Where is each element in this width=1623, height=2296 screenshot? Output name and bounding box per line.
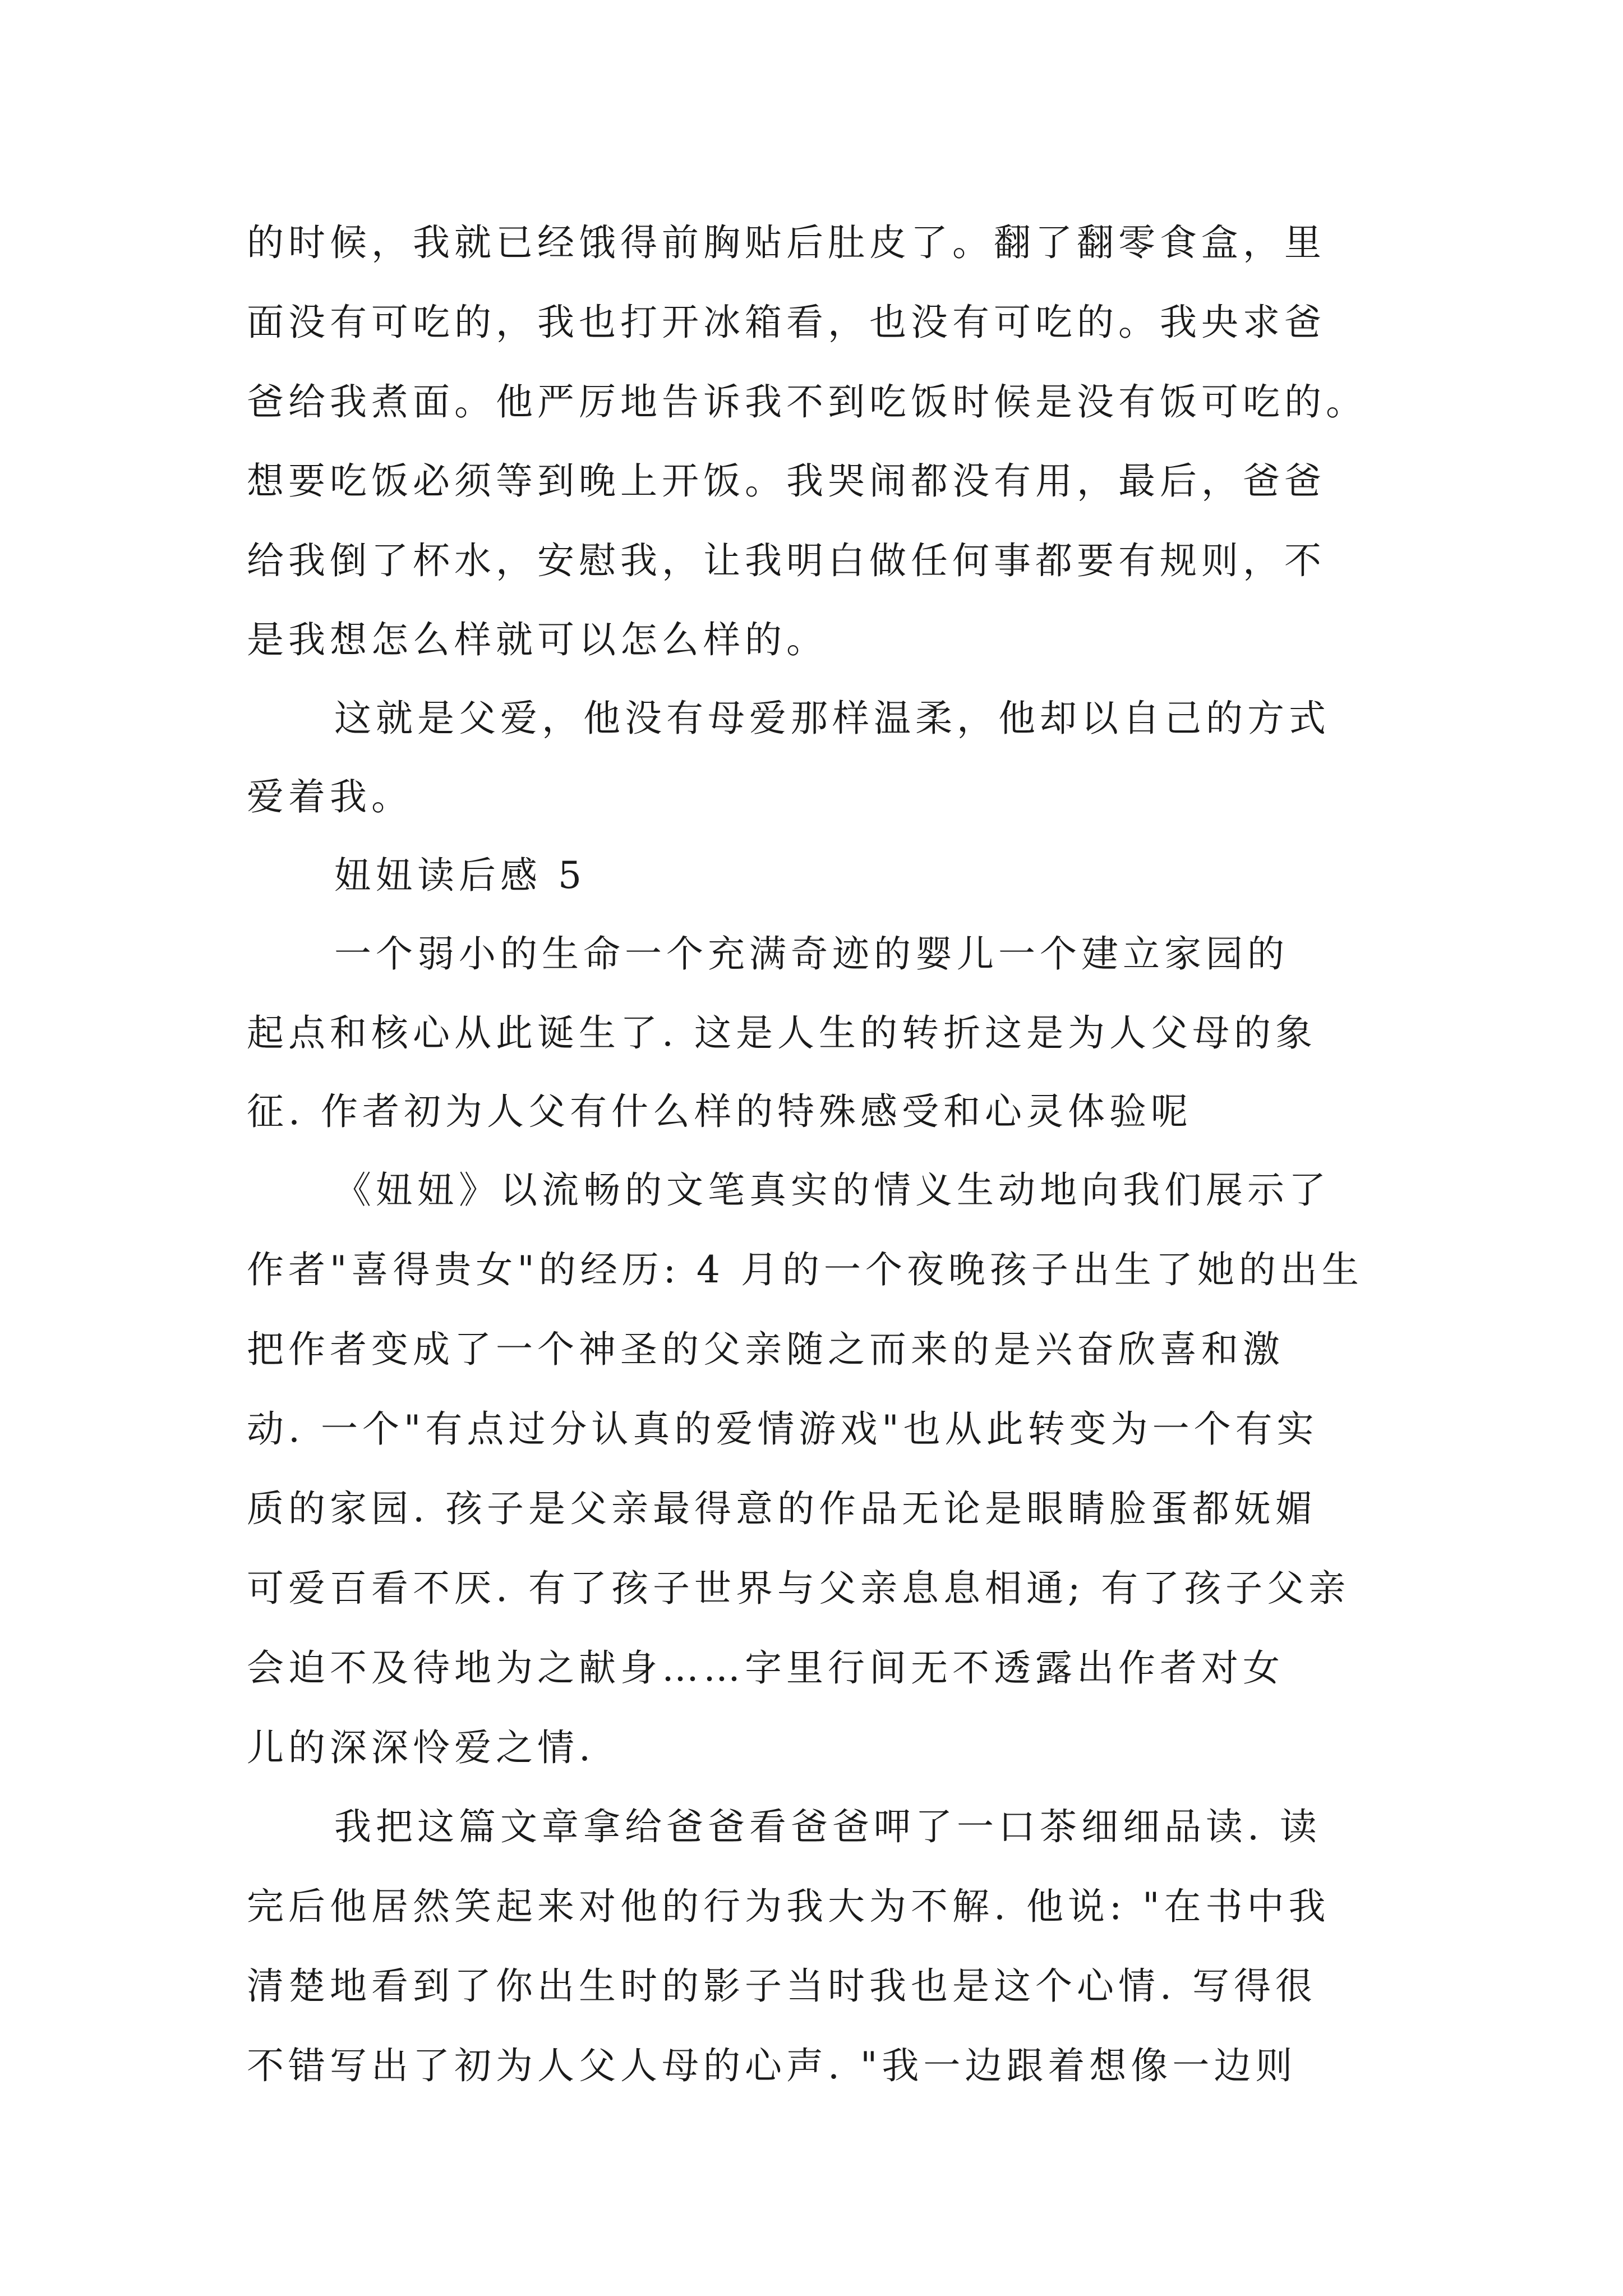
text-line: 我把这篇文章拿给爸爸看爸爸呷了一口茶细细品读. 读 [334,1805,1321,1848]
text-line: 会迫不及待地为之献身……字里行间无不透露出作者对女 [247,1646,1284,1690]
text-line: 起点和核心从此诞生了. 这是人生的转折这是为人父母的象 [247,1011,1317,1055]
text-line: 给我倒了杯水，安慰我，让我明白做任何事都要有规则，不 [247,539,1326,582]
text-line: 一个弱小的生命一个充满奇迹的婴儿一个建立家园的 [334,932,1289,976]
text-line: 作者"喜得贵女"的经历: 4 月的一个夜晚孩子出生了她的出生 [247,1248,1363,1291]
text-line: 是我想怎么样就可以怎么样的。 [247,618,828,661]
text-line: 《妞妞》以流畅的文笔真实的情义生动地向我们展示了 [334,1168,1330,1212]
text-line: 不错写出了初为人父人母的心声. "我一边跟着想像一边则 [247,2044,1297,2087]
section-heading: 妞妞读后感 5 [334,854,586,897]
text-line: 清楚地看到了你出生时的影子当时我也是这个心情. 写得很 [247,1964,1317,2008]
text-line: 质的家园. 孩子是父亲最得意的作品无论是眼睛脸蛋都妩媚 [247,1487,1317,1530]
text-line: 这就是父爱，他没有母爱那样温柔，他却以自己的方式 [334,697,1330,740]
text-line: 把作者变成了一个神圣的父亲随之而来的是兴奋欣喜和激 [247,1328,1284,1371]
text-line: 面没有可吃的，我也打开冰箱看，也没有可吃的。我央求爸 [247,301,1326,344]
text-line: 的时候，我就已经饿得前胸贴后肚皮了。翻了翻零食盒，里 [247,221,1326,264]
text-line: 征. 作者初为人父有什么样的特殊感受和心灵体验呢 [247,1090,1192,1133]
text-line: 完后他居然笑起来对他的行为我大为不解. 他说: "在书中我 [247,1885,1330,1928]
text-line: 爸给我煮面。他严厉地告诉我不到吃饭时候是没有饭可吃的。 [247,380,1367,424]
text-line: 想要吃饭必须等到晚上开饭。我哭闹都没有用，最后，爸爸 [247,459,1326,503]
text-line: 儿的深深怜爱之情. [247,1726,595,1769]
text-line: 动. 一个"有点过分认真的爱情游戏"也从此转变为一个有实 [247,1407,1318,1451]
text-line: 爱着我。 [247,775,413,818]
text-line: 可爱百看不厌. 有了孩子世界与父亲息息相通; 有了孩子父亲 [247,1567,1350,1610]
